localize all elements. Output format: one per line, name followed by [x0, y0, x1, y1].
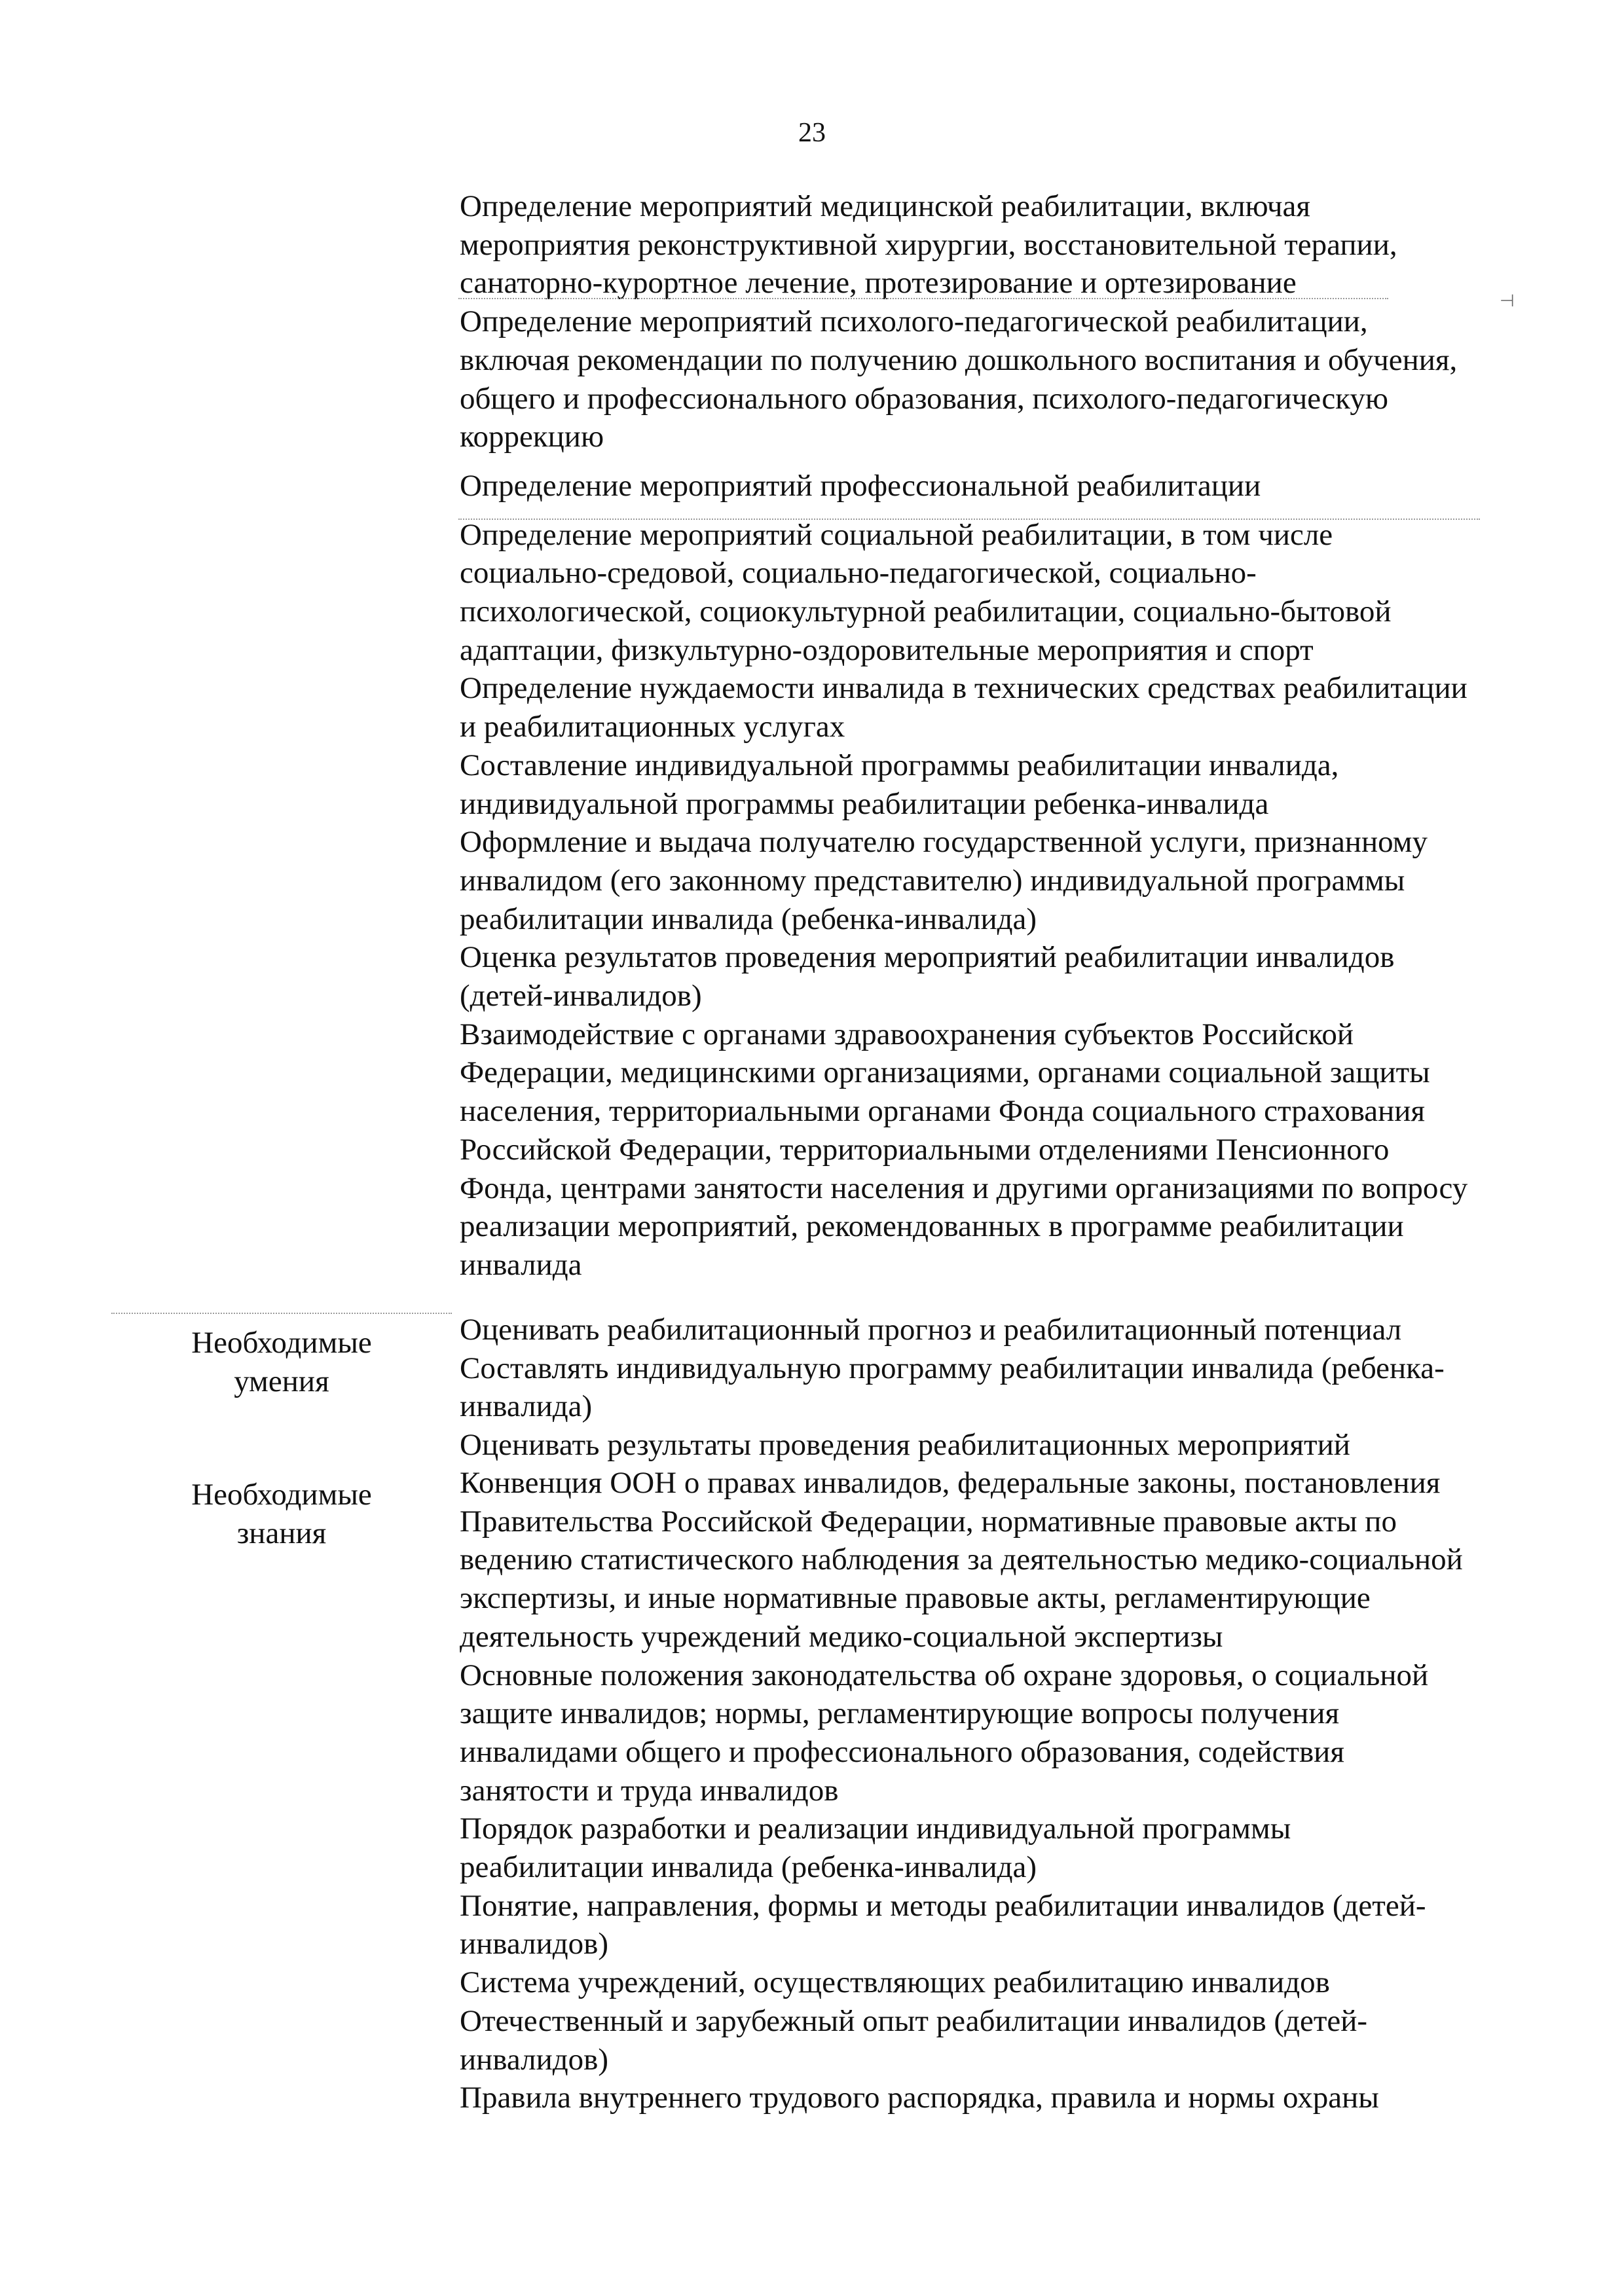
knowledge-item: Конвенция ООН о правах инвалидов, федеральные законы, постановления Правительства Российской Федерации, нормативные правовые акты по ведению статистического наблюдения за деятельностью медико-социальной экспертизы, и иные нормативные правовые акты, регламентирующие деятельность учреждений медико-социальной экспертизы: [460, 1466, 1463, 1654]
skills-list: [460, 1311, 1481, 1465]
function-item: Составление индивидуальной программы реабилитации инвалида, индивидуальной программы реабилитации ребенка-инвалида: [460, 748, 1339, 821]
skill-item: Оценивать реабилитационный прогноз и реабилитационный потенциал: [460, 1313, 1402, 1347]
knowledge-item: Основные положения законодательства об охране здоровья, о социальной защите инвалидов; нормы, регламентирующие вопросы получения инвалидами общего и профессионального образования, содействия занятости и труда инвалидов: [460, 1658, 1429, 1808]
page-number: 23: [798, 118, 826, 148]
knowledge-item: Система учреждений, осуществляющих реабилитацию инвалидов: [460, 1965, 1330, 2000]
knowledge-item: Порядок разработки и реализации индивидуальной программы реабилитации инвалида (ребенка-инвалида): [460, 1812, 1291, 1885]
row-divider: [111, 1313, 452, 1314]
row-divider: [458, 519, 1480, 520]
knowledge-list: [460, 1464, 1481, 2117]
function-item: Определение мероприятий медицинской реабилитации, включая мероприятия реконструктивной хирургии, восстановительной терапии, санаторно-курортное лечение, протезирование и ортезирование: [460, 189, 1397, 301]
skill-item: Оценивать результаты проведения реабилитационных мероприятий: [460, 1428, 1350, 1463]
skill-item: Составлять индивидуальную программу реабилитации инвалида (ребенка-инвалида): [460, 1351, 1445, 1424]
function-item: Определение мероприятий профессиональной реабилитации: [460, 468, 1261, 503]
function-item: Взаимодействие с органами здравоохранения субъектов Российской Федерации, медицинскими организациями, органами социальной защиты населения, территориальными органами Фонда социального страхования Российской Федерации, территориальными отделениями Пенсионного Фонда, центрами занятости населения и другими организациями по вопросу реализации мероприятий, рекомендованных в программе реабилитации инвалида: [460, 1017, 1468, 1282]
row-divider: [458, 298, 1388, 299]
knowledge-item: Понятие, направления, формы и методы реабилитации инвалидов (детей-инвалидов): [460, 1888, 1426, 1961]
functions-list: [460, 187, 1481, 1285]
function-item: Определение мероприятий социальной реабилитации, в том числе социально-средовой, социально-педагогической, социально-психологической, социокультурной реабилитации, социально-бытовой адаптации, физкультурно-оздоровительные мероприятия и спорт: [460, 517, 1392, 667]
skills-label: Необходимые умения: [191, 1326, 372, 1398]
function-item: Оформление и выдача получателю государственной услуги, признанному инвалидом (его законному представителю) индивидуальной программы реабилитации инвалида (ребенка-инвалида): [460, 825, 1428, 936]
function-item: Определение нуждаемости инвалида в технических средствах реабилитации и реабилитационных услугах: [460, 671, 1467, 744]
knowledge-item: Правила внутреннего трудового распорядка, правила и нормы охраны: [460, 2081, 1379, 2115]
scan-mark: ⊣: [1500, 291, 1515, 311]
function-item: Оценка результатов проведения мероприятий реабилитации инвалидов (детей-инвалидов): [460, 940, 1395, 1013]
knowledge-label: Необходимые знания: [191, 1478, 372, 1550]
knowledge-item: Отечественный и зарубежный опыт реабилитации инвалидов (детей-инвалидов): [460, 2003, 1368, 2077]
function-item: Определение мероприятий психолого-педагогической реабилитации, включая рекомендации по получению дошкольного воспитания и обучения, общего и профессионального образования, психолого-педагогическую коррекцию: [460, 304, 1458, 454]
